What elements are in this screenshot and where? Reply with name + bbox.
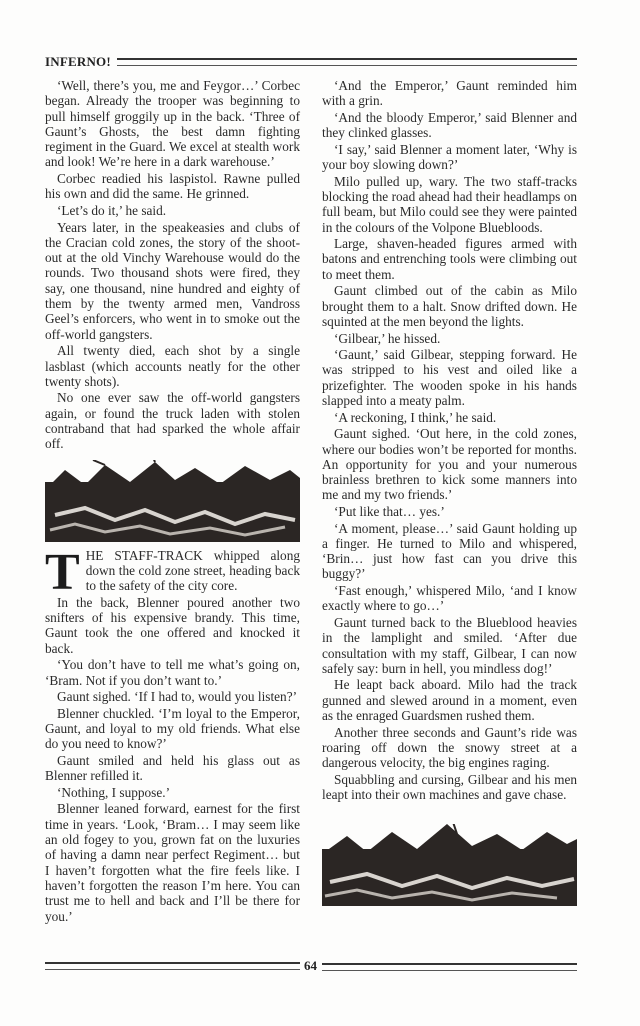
paragraph: Gaunt climbed out of the cabin as Milo brought them to a halt. Snow drifted down. He squinted at the men beyond the lights. bbox=[322, 283, 577, 329]
paragraph: Gaunt turned back to the Blueblood heavies in the lamplight and smiled. ‘After due consultation with my staff, Gilbear, I can now safely say: burn in hell, you mindless dog!’ bbox=[322, 614, 577, 676]
paragraph: All twenty died, each shot by a single lasblast (which accounts neatly for the other twenty shots). bbox=[45, 343, 300, 389]
footer-rule-left bbox=[45, 962, 300, 970]
paragraph: In the back, Blenner poured another two snifters of his expensive brandy. This time, Gaunt took the one offered and knocked it back. bbox=[45, 594, 300, 656]
paragraph: ‘And the bloody Emperor,’ said Blenner and they clinked glasses. bbox=[322, 109, 577, 141]
paragraph: Blenner chuckled. ‘I’m loyal to the Emperor, Gaunt, and loyal to my old friends. What else do you need to know?’ bbox=[45, 705, 300, 752]
paragraph: Years later, in the speakeasies and clubs of the Cracian cold zones, the story of the shoot-out at the old Vinchy Warehouse would do the rounds. Two thousand shots were fired, they say, one thousand, nine hundred and eighty of them by the twenty armed men, Vandross Geel’s enforcers, who went in to smoke out the off-world gangsters. bbox=[45, 219, 300, 342]
paragraph: Another three seconds and Gaunt’s ride was roaring off down the snowy street at a dangerous velocity, the big engines raging. bbox=[322, 724, 577, 771]
battle-illustration-right bbox=[322, 824, 577, 906]
paragraph: ‘Well, there’s you, me and Feygor…’ Corbec began. Already the trooper was beginning to pull himself groggily up in the back. ‘Three of Gaunt’s Ghosts, the best damn fighting regiment in the Guard. We excel at stealth work and look! We’re here in a dark warehouse.’ bbox=[45, 78, 300, 170]
paragraph: ‘Gilbear,’ he hissed. bbox=[334, 330, 441, 346]
page-number: 64 bbox=[304, 958, 317, 973]
paragraph: No one ever saw the off-world gangsters again, or found the truck laden with stolen contraband that had sparked the whole affair off. bbox=[45, 390, 300, 452]
paragraph: Blenner leaned forward, earnest for the first time in years. ‘Look, ‘Bram… I may seem like an old fogey to you, grown fat on the luxuries of having a damn near perfect Regiment… but I haven’t forgotten what the fire feels like. I haven’t forgotten the reason I’m here. You can trust me to hell and back and I’ll be there for you.’ bbox=[45, 801, 300, 924]
paragraph: Milo pulled up, wary. The two staff-tracks blocking the road ahead had their headlamps on full beam, but Milo could see they were painted in the colours of the Volpone Bluebloods. bbox=[322, 173, 577, 235]
right-column bbox=[322, 78, 577, 912]
paragraph: Gaunt sighed. ‘Out here, in the cold zones, where our bodies won’t be reported for months. An opportunity for you and your numerous brainless brethren to kick some manners into me and my two friends.’ bbox=[322, 426, 577, 503]
paragraph: Large, shaven-headed figures armed with batons and entrenching tools were climbing out to meet them. bbox=[322, 236, 577, 282]
paragraph: He leapt back aboard. Milo had the track gunned and slewed around in a moment, even as the enraged Guardsmen rushed them. bbox=[322, 677, 577, 724]
drop-cap-text: HE STAFF-TRACK whipped along down the cold zone street, heading back to the safety of the city core. bbox=[85, 547, 300, 594]
paragraph: ‘I say,’ said Blenner a moment later, ‘Why is your boy slowing down?’ bbox=[322, 141, 577, 173]
paragraph: ‘And the Emperor,’ Gaunt reminded him with a grin. bbox=[322, 78, 577, 109]
footer-rule-right bbox=[322, 963, 577, 971]
paragraph: ‘Let’s do it,’ he said. bbox=[57, 202, 167, 218]
paragraph: Gaunt smiled and held his glass out as Blenner refilled it. bbox=[45, 752, 300, 784]
paragraph: ‘Fast enough,’ whispered Milo, ‘and I know exactly where to go…’ bbox=[322, 583, 577, 614]
running-header bbox=[45, 54, 577, 70]
paragraph: ‘A moment, please…’ said Gaunt holding up a finger. He turned to Milo and whispered, ‘Brin… just how fast can you drive this buggy?’ bbox=[322, 520, 577, 582]
paragraph: ‘Put like that… yes.’ bbox=[334, 503, 445, 519]
left-column bbox=[45, 78, 300, 925]
running-title: INFERNO! bbox=[45, 54, 111, 69]
paragraph: ‘You don’t have to tell me what’s going on, ‘Bram. Not if you don’t want to.’ bbox=[45, 657, 300, 688]
paragraph: Gaunt sighed. ‘If I had to, would you listen?’ bbox=[57, 689, 298, 705]
battle-illustration-left bbox=[45, 460, 300, 542]
paragraph: ‘Nothing, I suppose.’ bbox=[57, 784, 171, 800]
paragraph: Squabbling and cursing, Gilbear and his men leapt into their own machines and gave chase. bbox=[322, 771, 577, 803]
paragraph: ‘A reckoning, I think,’ he said. bbox=[334, 409, 497, 425]
paragraph: ‘Gaunt,’ said Gilbear, stepping forward. He was stripped to his vest and oiled like a prizefighter. The wooden spoke in his hands slapped into a meaty palm. bbox=[322, 347, 577, 409]
paragraph: Corbec readied his laspistol. Rawne pulled his own and did the same. He grinned. bbox=[45, 171, 300, 202]
drop-cap: T bbox=[45, 543, 80, 601]
drop-cap-paragraph bbox=[45, 543, 300, 601]
header-rule bbox=[117, 58, 577, 66]
